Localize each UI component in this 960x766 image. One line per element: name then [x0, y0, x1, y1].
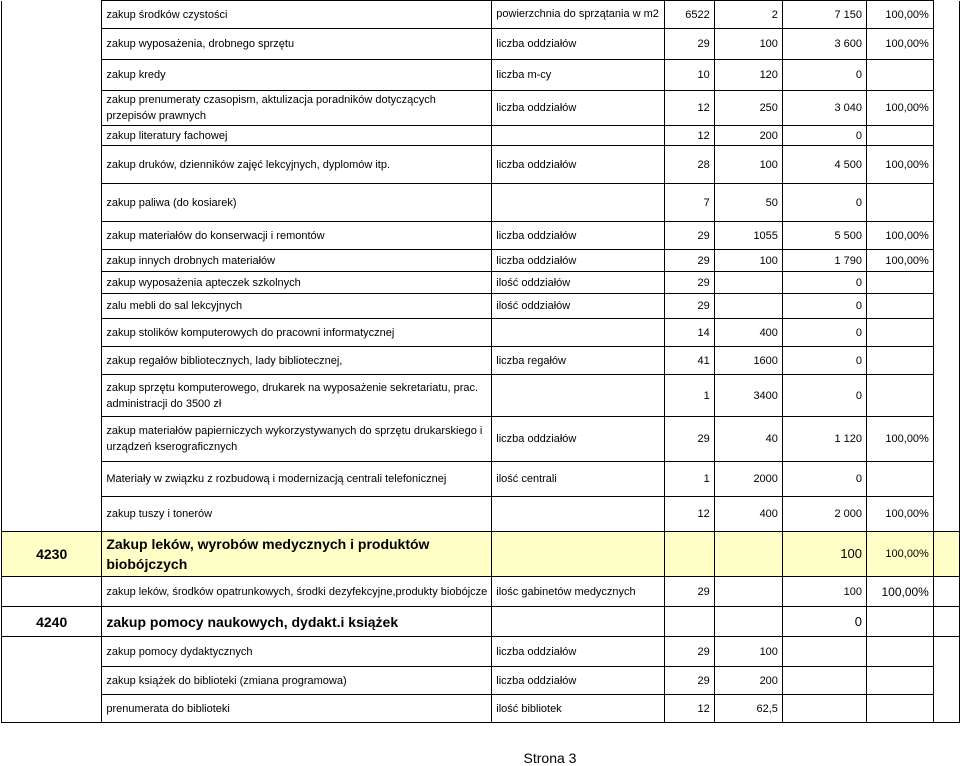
- row-unit-price: 50: [714, 184, 782, 222]
- row-quantity: 29: [664, 272, 714, 294]
- row-unit-price: [714, 272, 782, 294]
- row-unit-price: 400: [714, 319, 782, 347]
- row-description: zakup książek do biblioteki (zmiana programowa): [102, 667, 492, 695]
- row-value: 5 500: [782, 222, 866, 250]
- row-quantity: 1: [664, 462, 714, 497]
- row-value: 0: [782, 319, 866, 347]
- row-description: zakup kredy: [102, 60, 492, 91]
- row-unit-price: 1600: [714, 347, 782, 375]
- row-unit: [492, 497, 664, 532]
- row-percent: [867, 347, 934, 375]
- row-unit-price: 120: [714, 60, 782, 91]
- row-percent: 100,00%: [867, 1, 934, 29]
- row-percent: [867, 272, 934, 294]
- row-description: zakup pomocy dydaktycznych: [102, 637, 492, 667]
- row-description: zakup środków czystości: [102, 1, 492, 29]
- row-value: 3 600: [782, 29, 866, 60]
- row-value: 0: [782, 294, 866, 319]
- row-value: 4 500: [782, 146, 866, 184]
- row-percent: 100,00%: [867, 222, 934, 250]
- table-row: [2, 91, 960, 126]
- row-unit-price: 100: [714, 250, 782, 272]
- row-unit-price: 250: [714, 91, 782, 126]
- row-quantity: 41: [664, 347, 714, 375]
- row-percent: 100,00%: [867, 91, 934, 126]
- row-value: 1 120: [782, 417, 866, 462]
- row-value: 3 040: [782, 91, 866, 126]
- row-unit: [492, 319, 664, 347]
- row-unit-price: 40: [714, 417, 782, 462]
- row-value: 0: [782, 60, 866, 91]
- row-unit: powierzchnia do sprzątania w m2: [492, 1, 664, 29]
- row-value: 1 790: [782, 250, 866, 272]
- row-percent: 100,00%: [867, 250, 934, 272]
- row-unit-price: 62,5: [714, 695, 782, 723]
- row-unit: ilość oddziałów: [492, 272, 664, 294]
- row-unit: liczba oddziałów: [492, 29, 664, 60]
- row-percent: [867, 126, 934, 146]
- row-percent: [867, 184, 934, 222]
- row-unit: ilość centrali: [492, 462, 664, 497]
- row-unit-price: 3400: [714, 375, 782, 417]
- row-description: zakup sprzętu komputerowego, drukarek na wyposażenie sekretariatu, prac. administracji do 3500 zł: [102, 375, 492, 417]
- table-row: [2, 250, 960, 272]
- row-unit: liczba oddziałów: [492, 250, 664, 272]
- row-unit: liczba oddziałów: [492, 146, 664, 184]
- row-unit-price: 100: [714, 29, 782, 60]
- row-description: zakup paliwa (do kosiarek): [102, 184, 492, 222]
- table-row: [2, 126, 960, 146]
- row-percent: 100,00%: [867, 146, 934, 184]
- row-value: 7 150: [782, 1, 866, 29]
- row-description: zakup literatury fachowej: [102, 126, 492, 146]
- table-row: [2, 222, 960, 250]
- row-quantity: 12: [664, 126, 714, 146]
- table-row: [2, 577, 960, 607]
- row-unit: liczba regałów: [492, 347, 664, 375]
- row-description: Materiały w związku z rozbudową i modernizacją centrali telefonicznej: [102, 462, 492, 497]
- table-row: [2, 184, 960, 222]
- row-unit: liczba oddziałów: [492, 91, 664, 126]
- section-code: 4240: [2, 607, 102, 637]
- row-quantity: 29: [664, 577, 714, 607]
- row-percent: 100,00%: [867, 577, 934, 607]
- row-value: 0: [782, 184, 866, 222]
- row-percent: [867, 375, 934, 417]
- row-quantity: 12: [664, 695, 714, 723]
- row-description: zakup stolików komputerowych do pracowni informatycznej: [102, 319, 492, 347]
- row-description: zakup wyposażenia, drobnego sprzętu: [102, 29, 492, 60]
- budget-table: [1, 0, 960, 723]
- table-row: [2, 462, 960, 497]
- row-unit-price: 2000: [714, 462, 782, 497]
- table-row: [2, 294, 960, 319]
- row-percent: [867, 462, 934, 497]
- row-unit-price: [714, 294, 782, 319]
- row-percent: 100,00%: [867, 497, 934, 532]
- row-value: 0: [782, 375, 866, 417]
- row-value: 0: [782, 462, 866, 497]
- table-row: [2, 375, 960, 417]
- row-unit-price: 100: [714, 146, 782, 184]
- row-quantity: 29: [664, 417, 714, 462]
- row-quantity: 12: [664, 91, 714, 126]
- row-percent: 100,00%: [867, 29, 934, 60]
- row-unit: ilość bibliotek: [492, 695, 664, 723]
- row-unit: liczba m-cy: [492, 60, 664, 91]
- section-title: Zakup leków, wyrobów medycznych i produktów biobójczych: [102, 532, 492, 577]
- row-description: zakup innych drobnych materiałów: [102, 250, 492, 272]
- row-percent: [867, 294, 934, 319]
- row-description: zalu mebli do sal lekcyjnych: [102, 294, 492, 319]
- row-unit-price: 200: [714, 667, 782, 695]
- row-description: prenumerata do biblioteki: [102, 695, 492, 723]
- row-description: zakup materiałów do konserwacji i remontów: [102, 222, 492, 250]
- row-value: 2 000: [782, 497, 866, 532]
- row-unit-price: 1055: [714, 222, 782, 250]
- section-code: 4230: [2, 532, 102, 577]
- table-row: [2, 695, 960, 723]
- row-quantity: 29: [664, 667, 714, 695]
- row-unit: liczba oddziałów: [492, 667, 664, 695]
- row-description: zakup prenumeraty czasopism, aktulizacja poradników dotyczących przepisów prawnych: [102, 91, 492, 126]
- section-title: zakup pomocy naukowych, dydakt.i książek: [102, 607, 492, 637]
- row-description: zakup tuszy i tonerów: [102, 497, 492, 532]
- table-row: [2, 146, 960, 184]
- table-row: [2, 60, 960, 91]
- row-unit: ilość oddziałów: [492, 294, 664, 319]
- row-percent: 100,00%: [867, 417, 934, 462]
- row-value: 100: [782, 577, 866, 607]
- row-description: zakup druków, dzienników zajęć lekcyjnych, dyplomów itp.: [102, 146, 492, 184]
- table-row: [2, 637, 960, 667]
- row-unit-price: 2: [714, 1, 782, 29]
- row-description: zakup leków, środków opatrunkowych, środki dezyfekcyjne,produkty biobójcze: [102, 577, 492, 607]
- row-value: 0: [782, 272, 866, 294]
- section-value: 0: [782, 607, 866, 637]
- table-row: [2, 417, 960, 462]
- row-quantity: 12: [664, 497, 714, 532]
- row-percent: [867, 319, 934, 347]
- table-row: [2, 497, 960, 532]
- row-unit: [492, 126, 664, 146]
- row-description: zakup regałów bibliotecznych, lady bibliotecznej,: [102, 347, 492, 375]
- row-unit: liczba oddziałów: [492, 637, 664, 667]
- row-quantity: 29: [664, 29, 714, 60]
- row-quantity: 6522: [664, 1, 714, 29]
- row-quantity: 7: [664, 184, 714, 222]
- row-unit: liczba oddziałów: [492, 222, 664, 250]
- section-header-4240: [2, 607, 960, 637]
- page-number: Strona 3: [523, 750, 577, 766]
- row-unit-price: 400: [714, 497, 782, 532]
- section-percent: 100,00%: [867, 532, 934, 577]
- row-unit: liczba oddziałów: [492, 417, 664, 462]
- row-quantity: 10: [664, 60, 714, 91]
- row-quantity: 29: [664, 250, 714, 272]
- row-unit-price: 100: [714, 637, 782, 667]
- table-row: [2, 1, 960, 29]
- row-unit: [492, 184, 664, 222]
- row-value: 0: [782, 347, 866, 375]
- row-description: zakup wyposażenia apteczek szkolnych: [102, 272, 492, 294]
- row-quantity: 14: [664, 319, 714, 347]
- table-row: [2, 319, 960, 347]
- section-header-4230: [2, 532, 960, 577]
- table-row: [2, 29, 960, 60]
- row-percent: [867, 60, 934, 91]
- row-quantity: 1: [664, 375, 714, 417]
- row-quantity: 28: [664, 146, 714, 184]
- row-description: zakup materiałów papierniczych wykorzystywanych do sprzętu drukarskiego i urządzeń kserograficznych: [102, 417, 492, 462]
- row-unit-price: 200: [714, 126, 782, 146]
- table-row: [2, 667, 960, 695]
- section-value: 100: [782, 532, 866, 577]
- row-value: 0: [782, 126, 866, 146]
- row-unit-price: [714, 577, 782, 607]
- row-quantity: 29: [664, 637, 714, 667]
- row-unit: [492, 375, 664, 417]
- row-quantity: 29: [664, 222, 714, 250]
- table-row: [2, 347, 960, 375]
- table-row: [2, 272, 960, 294]
- row-unit: ilośc gabinetów medycznych: [492, 577, 664, 607]
- row-quantity: 29: [664, 294, 714, 319]
